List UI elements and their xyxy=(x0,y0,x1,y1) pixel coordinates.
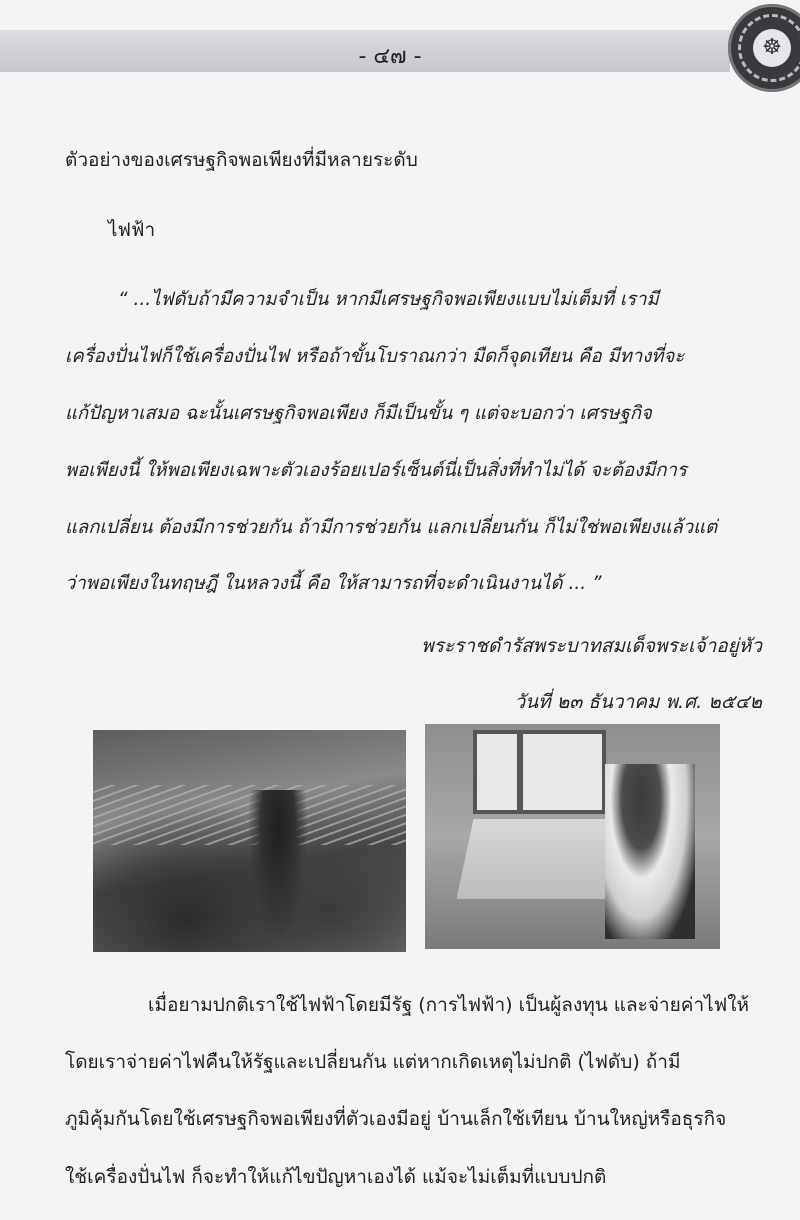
paragraph-line: โดยเราจ่ายค่าไฟคืนให้รัฐและเปลี่ยนกัน แต่หากเกิดเหตุไม่ปกติ (ไฟดับ) ถ้ามี xyxy=(65,1051,681,1073)
photo-person xyxy=(605,764,695,939)
section-subheading: ไฟฟ้า xyxy=(108,219,156,241)
thai-emblem-seal-icon xyxy=(728,4,800,92)
section-heading: ตัวอย่างของเศรษฐกิจพอเพียงที่มีหลายระดับ xyxy=(65,149,418,171)
quote-attribution: พระราชดำรัสพระบาทสมเด็จพระเจ้าอยู่หัว xyxy=(421,635,762,657)
farming-photo xyxy=(93,730,406,952)
emblem-core: ☸ xyxy=(753,29,791,67)
paragraph-line: ใช้เครื่องปั่นไฟ ก็จะทำให้แก้ไขปัญหาเองได้ แม้จะไม่เต็มที่แบบปกติ xyxy=(65,1166,607,1188)
quote-line: “ ...ไฟดับถ้ามีความจำเป็น หากมีเศรษฐกิจพอเพียงแบบไม่เต็มที่ เรามี xyxy=(118,289,659,310)
paragraph-line: เมื่อยามปกติเราใช้ไฟฟ้าโดยมีรัฐ (การไฟฟ้า) เป็นผู้ลงทุน และจ่ายค่าไฟให้ xyxy=(148,994,749,1016)
photo-figure xyxy=(248,790,308,940)
quote-date: วันที่ ๒๓ ธันวาคม พ.ศ. ๒๕๔๒ xyxy=(514,691,762,713)
paragraph-line: ภูมิคุ้มกันโดยใช้เศรษฐกิจพอเพียงที่ตัวเองมีอยู่ บ้านเล็กใช้เทียน บ้านใหญ่หรือธุรกิจ xyxy=(65,1108,727,1130)
quote-line: เครื่องปั่นไฟก็ใช้เครื่องปั่นไฟ หรือถ้าขั้นโบราณกว่า มืดก็จุดเทียน คือ มีทางที่จะ xyxy=(65,346,685,367)
weaving-loom-photo xyxy=(425,724,720,949)
page-number: - ๔๗ - xyxy=(358,44,422,69)
quote-line: พอเพียงนี้ ให้พอเพียงเฉพาะตัวเองร้อยเปอร์เซ็นต์นี่เป็นสิ่งที่ทำไม่ได้ จะต้องมีการ xyxy=(65,460,687,481)
quote-line: แก้ปัญหาเสมอ ฉะนั้นเศรษฐกิจพอเพียง ก็มีเป็นขั้น ๆ แต่จะบอกว่า เศรษฐกิจ xyxy=(65,403,652,424)
quote-line: ว่าพอเพียงในทฤษฎี ในหลวงนี้ คือ ให้สามารถที่จะดำเนินงานได้ ... ” xyxy=(65,573,602,594)
quote-line: แลกเปลี่ยน ต้องมีการช่วยกัน ถ้ามีการช่วยกัน แลกเปลี่ยนกัน ก็ไม่ใช่พอเพียงแล้วแต่ xyxy=(65,517,718,538)
photo-window xyxy=(473,730,606,814)
